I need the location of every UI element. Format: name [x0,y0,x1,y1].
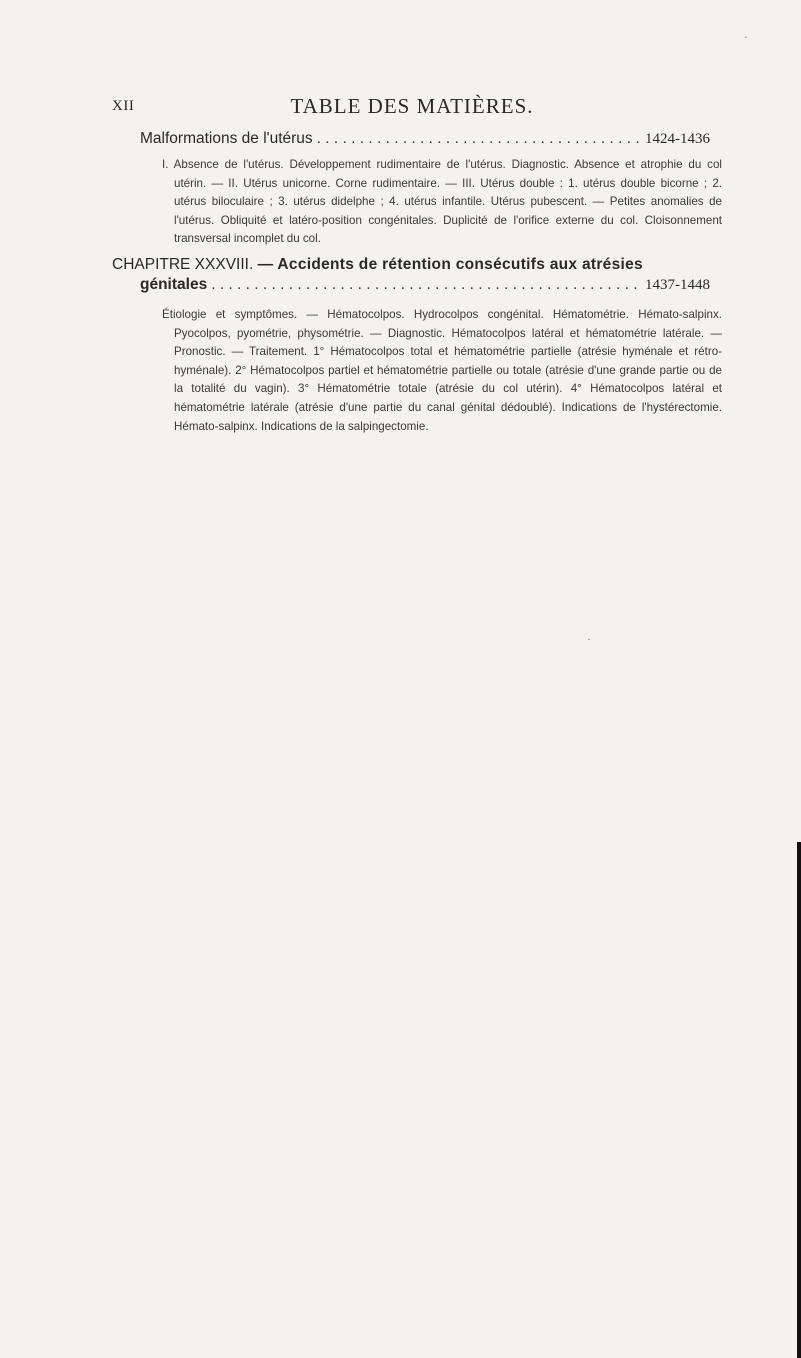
page-header [112,94,712,120]
chapter-number: CHAPITRE XXXVIII. [112,256,254,273]
chapter-summary: Étiologie et symptômes. — Hématocolpos. Hydrocolpos congénital. Hématométrie. Hémato-salpinx. Pyocolpos, pyométrie, physométrie. — Diagnostic. Hématocolpos latéral et hématométrie latérale. — Pronostic. — Traitement. 1° Hématocolpos total et hématométrie partielle (atrésie hyménale et rétro-hyménale). 2° Hématocolpos partiel et hématométrie partielle ou totale (atrésie d'une grande partie ou de la totalité du vagin). 3° Hématométrie totale (atrésie du col utérin). 4° Hématocolpos latéral et hématométrie latérale (atrésie d'une partie du canal génital dédoublé). Indications de l'hystérectomie. Hémato-salpinx. Indications de la salpingectomie. [162,308,722,433]
running-title: TABLE DES MATIÈRES. [290,94,534,118]
chapter-heading-line-2 [112,276,710,294]
toc-entry-malformations [140,130,710,148]
page-number: XII [112,98,135,114]
scan-edge-shadow [797,842,801,1358]
toc-entry-line [140,130,710,148]
leader-dots [211,276,641,294]
chapter-title: — Accidents de rétention consécutifs aux atrésies [257,256,643,273]
chapter-title-continued: génitales [140,276,208,293]
toc-entry-title: Malformations de l'utérus [140,130,313,147]
chapter-pages: 1437-1448 [645,277,710,293]
toc-entry-pages: 1424-1436 [645,131,710,147]
toc-entry-summary: I. Absence de l'utérus. Développement rudimentaire de l'utérus. Diagnostic. Absence et atrophie du col utérin. — II. Utérus unicorne. Corne rudimentaire. — III. Utérus double : 1. utérus double bicorne ; 2. utérus biloculaire ; 3. utérus didelphe ; 4. utérus infantile. Utérus pubescent. — Petites anomalies de l'utérus. Obliquité et latéro-position congénitales. Duplicité de l'orifice externe du col. Cloisonnement transversal incomplet du col. [162,158,722,246]
scan-speck: · [587,632,591,646]
scan-speck: · [744,30,748,44]
chapter-heading [112,256,710,294]
leader-dots [317,130,641,148]
chapter-heading-line [112,256,710,274]
